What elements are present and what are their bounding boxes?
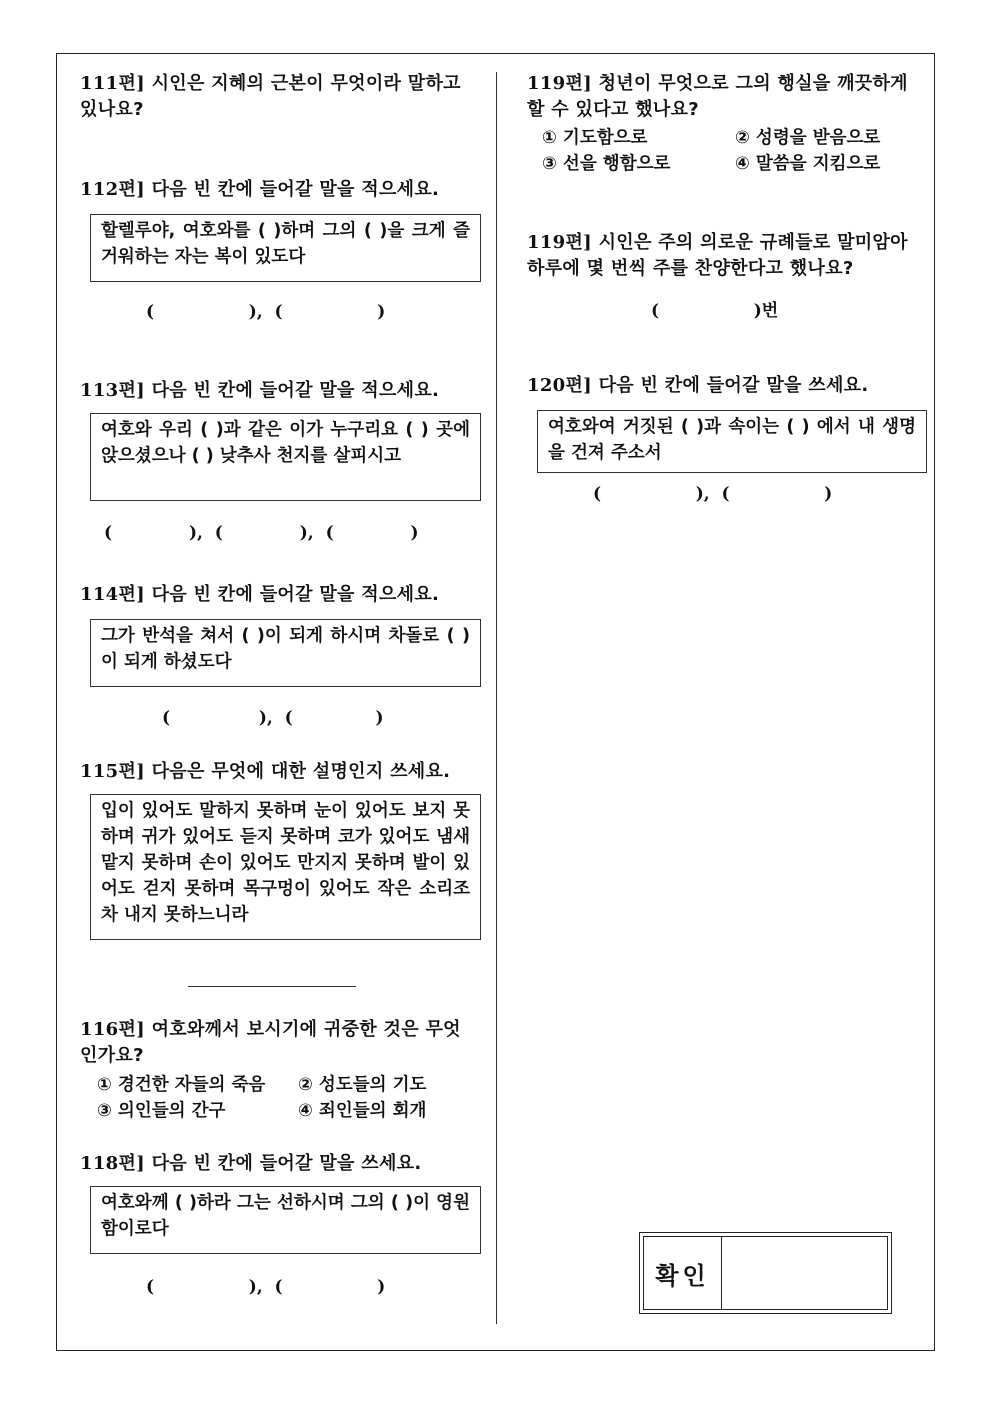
question-text: 청년이 무엇으로 그의 행실을 깨끗하게 할 수 있다고 했나요? bbox=[527, 73, 908, 120]
option-119-3[interactable]: ③ 선을 행함으로 bbox=[542, 154, 671, 174]
question-number: 112편] bbox=[80, 179, 145, 200]
question-number: 118편] bbox=[80, 1153, 145, 1174]
answer-blanks-114[interactable]: ( ), ( ) bbox=[162, 708, 384, 728]
question-119b bbox=[527, 230, 915, 282]
question-number: 119편] bbox=[527, 232, 592, 253]
answer-blanks-113[interactable]: ( ), ( ), ( ) bbox=[104, 523, 419, 543]
fill-in-box-115: 입이 있어도 말하지 못하며 눈이 있어도 보지 못하며 귀가 있어도 듣지 못하며 코가 있어도 냄새 맡지 못하며 손이 있어도 만지지 못하며 발이 있어도 걷지 못하며 목구멍이 있어도 작은 소리조차 내지 못하느니라 bbox=[90, 794, 481, 940]
confirm-label: 확인 bbox=[644, 1237, 722, 1309]
option-116-1[interactable]: ① 경건한 자들의 죽음 bbox=[97, 1075, 266, 1095]
fill-in-box-112: 할렐루야, 여호와를 ( )하며 그의 ( )을 크게 즐거워하는 자는 복이 있도다 bbox=[90, 214, 481, 282]
question-number: 120편] bbox=[527, 375, 592, 396]
question-112 bbox=[80, 177, 480, 203]
confirm-signature-area[interactable] bbox=[722, 1237, 887, 1309]
option-116-3[interactable]: ③ 의인들의 간구 bbox=[97, 1101, 226, 1121]
question-114 bbox=[80, 582, 480, 608]
question-text: 다음 빈 칸에 들어갈 말을 적으세요. bbox=[151, 584, 440, 605]
question-number: 113편] bbox=[80, 380, 145, 401]
question-111 bbox=[80, 71, 468, 123]
answer-blanks-119b[interactable]: ( )번 bbox=[651, 301, 779, 321]
question-120 bbox=[527, 373, 927, 399]
fill-in-box-113: 여호와 우리 ( )과 같은 이가 누구리요 ( ) 곳에 앉으셨으나 ( ) 낮추사 천지를 살피시고 bbox=[90, 413, 481, 501]
option-116-4[interactable]: ④ 죄인들의 회개 bbox=[298, 1101, 427, 1121]
confirm-box bbox=[639, 1232, 892, 1314]
question-text: 다음 빈 칸에 들어갈 말을 적으세요. bbox=[151, 179, 440, 200]
question-118 bbox=[80, 1151, 480, 1177]
question-text: 다음 빈 칸에 들어갈 말을 쓰세요. bbox=[151, 1153, 422, 1174]
question-text: 여호와께서 보시기에 귀중한 것은 무엇인가요? bbox=[80, 1019, 461, 1066]
question-number: 119편] bbox=[527, 73, 592, 94]
question-text: 다음은 무엇에 대한 설명인지 쓰세요. bbox=[151, 761, 451, 782]
question-number: 111편] bbox=[80, 73, 145, 94]
question-115 bbox=[80, 759, 480, 785]
question-number: 116편] bbox=[80, 1019, 145, 1040]
option-116-2[interactable]: ② 성도들의 기도 bbox=[298, 1075, 427, 1095]
answer-blanks-112[interactable]: ( ), ( ) bbox=[146, 302, 386, 322]
answer-blanks-118[interactable]: ( ), ( ) bbox=[146, 1277, 386, 1297]
question-text: 시인은 지혜의 근본이 무엇이라 말하고 있나요? bbox=[80, 73, 461, 120]
question-113 bbox=[80, 378, 480, 404]
answer-blanks-120[interactable]: ( ), ( ) bbox=[593, 484, 833, 504]
question-number: 115편] bbox=[80, 761, 145, 782]
option-119-2[interactable]: ② 성령을 받음으로 bbox=[735, 128, 881, 148]
column-divider bbox=[496, 72, 497, 1324]
question-119a bbox=[527, 71, 915, 123]
question-text: 다음 빈 칸에 들어갈 말을 적으세요. bbox=[151, 380, 440, 401]
option-119-1[interactable]: ① 기도함으로 bbox=[542, 128, 648, 148]
question-text: 다음 빈 칸에 들어갈 말을 쓰세요. bbox=[598, 375, 869, 396]
question-number: 114편] bbox=[80, 584, 145, 605]
option-119-4[interactable]: ④ 말씀을 지킴으로 bbox=[735, 154, 881, 174]
question-text: 시인은 주의 의로운 규례들로 말미암아 하루에 몇 번씩 주를 찬양한다고 했나요? bbox=[527, 232, 908, 279]
answer-line-115[interactable] bbox=[188, 986, 356, 987]
fill-in-box-120: 여호와여 거짓된 ( )과 속이는 ( ) 에서 내 생명을 건져 주소서 bbox=[537, 410, 927, 473]
question-116 bbox=[80, 1017, 472, 1069]
fill-in-box-114: 그가 반석을 쳐서 ( )이 되게 하시며 차돌로 ( )이 되게 하셨도다 bbox=[90, 619, 481, 687]
fill-in-box-118: 여호와께 ( )하라 그는 선하시며 그의 ( )이 영원함이로다 bbox=[90, 1186, 481, 1254]
